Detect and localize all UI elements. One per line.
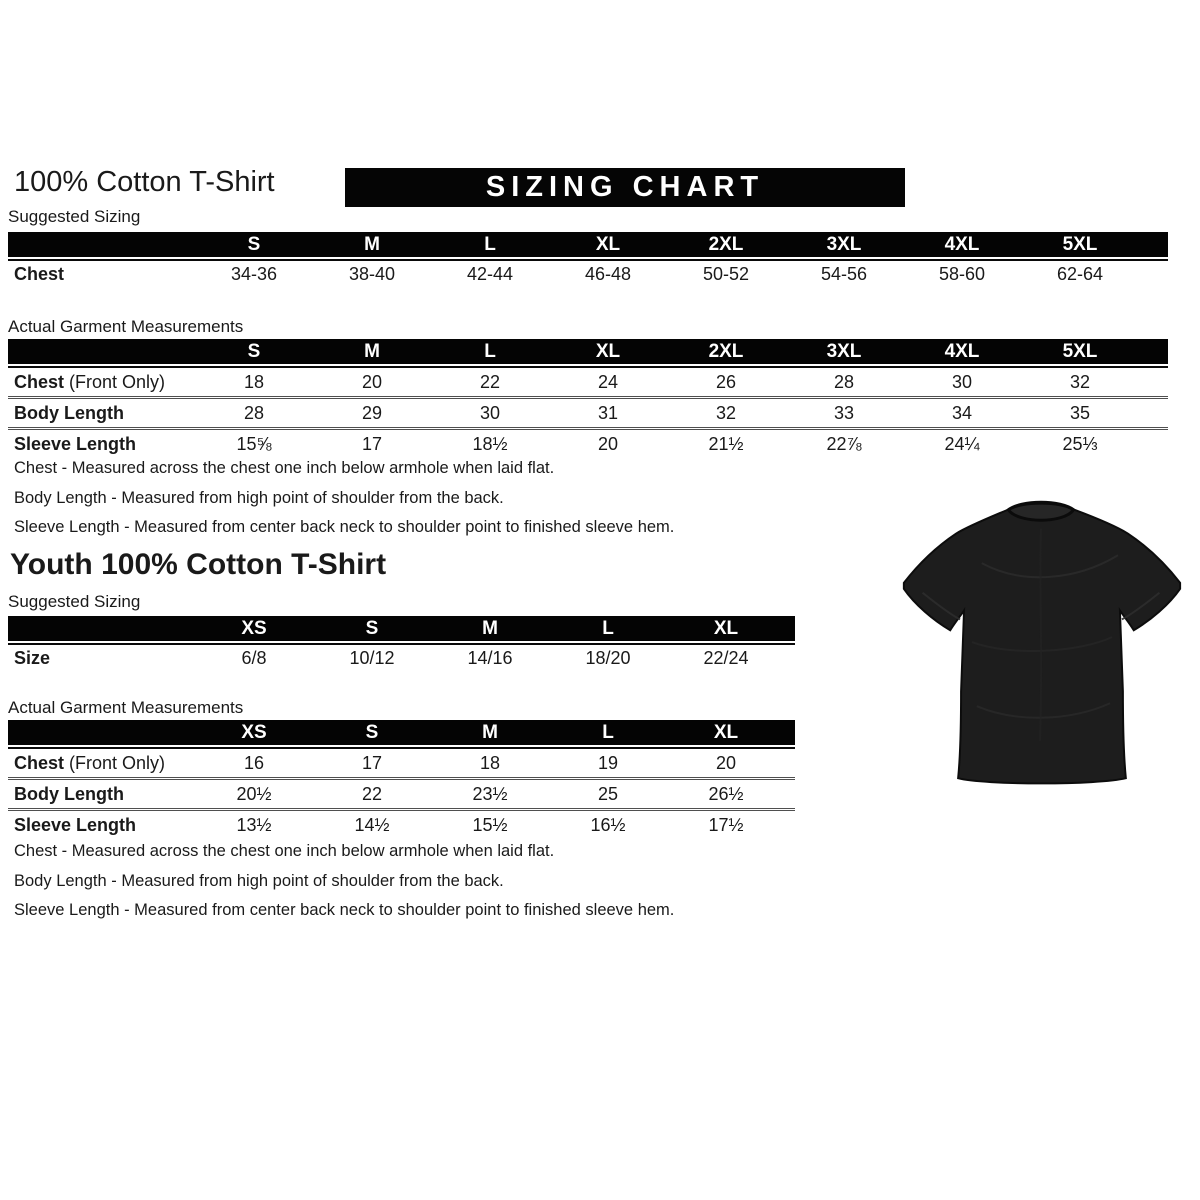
size-column-header: 5XL (1062, 233, 1098, 255)
cell-value: 33 (833, 402, 855, 423)
cell-value: 18 (479, 752, 501, 773)
size-column-header: S (365, 617, 379, 639)
cell-value: 16 (243, 752, 265, 773)
cell-value: 38-40 (348, 264, 396, 284)
cell-value: 21½ (708, 433, 744, 454)
size-column-header: 2XL (708, 340, 744, 362)
cell-value: 13½ (236, 814, 272, 835)
cell-value: 46-48 (584, 264, 632, 284)
size-column-header: M (482, 721, 498, 743)
cell-value: 16½ (590, 814, 626, 835)
cell-value: 29 (361, 402, 383, 423)
note-chest: Chest - Measured across the chest one inch below armhole when laid flat. (14, 842, 555, 860)
size-column-header: S (247, 233, 261, 255)
size-column-header: XS (241, 721, 267, 743)
cell-value: 22 (361, 783, 383, 804)
note-body-length: Body Length - Measured from high point of shoulder from the back. (14, 871, 504, 890)
tshirt-icon (893, 494, 1189, 800)
table-rows (8, 749, 795, 839)
table-row (8, 396, 1168, 427)
cell-value: 25⅓ (1062, 433, 1098, 454)
size-column-header: L (602, 721, 614, 743)
black-tshirt-image (893, 494, 1189, 800)
youth-suggested-sizing-label: Suggested Sizing (8, 592, 141, 611)
youth-title: Youth 100% Cotton T-Shirt (10, 548, 387, 581)
size-column-header: XL (595, 340, 621, 362)
cell-value: 22⅞ (826, 433, 862, 454)
cell-value: 25 (597, 783, 619, 804)
cell-value: 22/24 (703, 648, 749, 668)
cell-value: 58-60 (938, 264, 986, 284)
cell-value: 24¼ (944, 433, 980, 454)
size-column-header: M (364, 340, 380, 362)
table-header-bar (8, 616, 795, 641)
cell-value: 26½ (708, 783, 744, 804)
row-label: Chest (Front Only) (14, 371, 166, 392)
youth-measurements-table (8, 720, 795, 839)
cell-value: 14½ (354, 814, 390, 835)
page-title: 100% Cotton T-Shirt (14, 166, 275, 198)
cell-value: 20 (715, 752, 737, 773)
cell-value: 6/8 (241, 648, 267, 668)
cell-value: 42-44 (466, 264, 514, 284)
cell-value: 15½ (472, 814, 508, 835)
cell-value: 28 (833, 371, 855, 392)
size-column-header: M (482, 617, 498, 639)
size-column-header: L (484, 340, 496, 362)
adult-measurements-label: Actual Garment Measurements (8, 317, 244, 336)
row-label: Sleeve Length (14, 814, 137, 835)
row-label: Chest (14, 264, 65, 284)
table-header-bar (8, 720, 795, 745)
size-column-header: S (365, 721, 379, 743)
size-column-header: 3XL (826, 233, 862, 255)
size-column-header: XS (241, 617, 267, 639)
cell-value: 20½ (236, 783, 272, 804)
cell-value: 17 (361, 433, 383, 454)
size-column-header: 4XL (944, 340, 980, 362)
size-column-header: M (364, 233, 380, 255)
size-column-header: 5XL (1062, 340, 1098, 362)
cell-value: 10/12 (349, 648, 395, 668)
size-column-header: L (484, 233, 496, 255)
cell-value: 32 (1069, 371, 1091, 392)
cell-value: 18/20 (585, 648, 631, 668)
cell-value: 62-64 (1056, 264, 1104, 284)
row-label: Body Length (14, 783, 124, 804)
cell-value: 19 (597, 752, 619, 773)
youth-measurements-label: Actual Garment Measurements (8, 698, 244, 717)
size-column-header: XL (713, 617, 739, 639)
size-column-header: XL (595, 233, 621, 255)
cell-value: 22 (479, 371, 501, 392)
row-label: Size (14, 648, 51, 668)
cell-value: 18 (243, 371, 265, 392)
size-column-header: 4XL (944, 233, 980, 255)
cell-value: 30 (479, 402, 501, 423)
cell-value: 50-52 (702, 264, 750, 284)
table-rows (8, 645, 795, 672)
cell-value: 35 (1069, 402, 1091, 423)
table-header-bar (8, 339, 1168, 364)
adult-suggested-sizing-table (8, 232, 1168, 288)
cell-value: 17½ (708, 814, 744, 835)
size-column-header: 3XL (826, 340, 862, 362)
row-label: Body Length (14, 402, 124, 423)
table-row (8, 749, 795, 777)
cell-value: 18½ (472, 433, 508, 454)
cell-value: 24 (597, 371, 619, 392)
size-column-header: L (602, 617, 614, 639)
table-row (8, 368, 1168, 396)
note-chest: Chest - Measured across the chest one inch below armhole when laid flat. (14, 459, 555, 477)
table-rows (8, 261, 1168, 288)
cell-value: 28 (243, 402, 265, 423)
adult-suggested-sizing-label: Suggested Sizing (8, 207, 141, 226)
table-row (8, 645, 795, 672)
note-sleeve-length: Sleeve Length - Measured from center back neck to shoulder point to finished sleeve hem. (14, 901, 675, 919)
table-header-bar (8, 232, 1168, 257)
youth-notes (14, 842, 674, 931)
cell-value: 15⅝ (236, 433, 272, 454)
cell-value: 26 (715, 371, 737, 392)
table-rows (8, 368, 1168, 458)
cell-value: 30 (951, 371, 973, 392)
youth-suggested-sizing-table (8, 616, 795, 672)
sizing-chart-banner: SIZING CHART (345, 168, 905, 207)
row-label: Sleeve Length (14, 433, 137, 454)
cell-value: 20 (597, 433, 619, 454)
size-column-header: 2XL (708, 233, 744, 255)
note-body-length: Body Length - Measured from high point of shoulder from the back. (14, 488, 504, 507)
size-column-header: XL (713, 721, 739, 743)
cell-value: 17 (361, 752, 383, 773)
table-row (8, 808, 795, 839)
cell-value: 14/16 (467, 648, 513, 668)
cell-value: 23½ (472, 783, 508, 804)
row-label: Chest (Front Only) (14, 752, 166, 773)
adult-notes (14, 459, 674, 548)
adult-measurements-table (8, 339, 1168, 458)
table-row (8, 777, 795, 808)
note-sleeve-length: Sleeve Length - Measured from center back neck to shoulder point to finished sleeve hem. (14, 518, 675, 536)
table-row (8, 261, 1168, 288)
cell-value: 34 (951, 402, 973, 423)
cell-value: 20 (361, 371, 383, 392)
size-column-header: S (247, 340, 261, 362)
cell-value: 34-36 (230, 264, 278, 284)
table-row (8, 427, 1168, 458)
cell-value: 32 (715, 402, 737, 423)
cell-value: 54-56 (820, 264, 868, 284)
cell-value: 31 (597, 402, 619, 423)
